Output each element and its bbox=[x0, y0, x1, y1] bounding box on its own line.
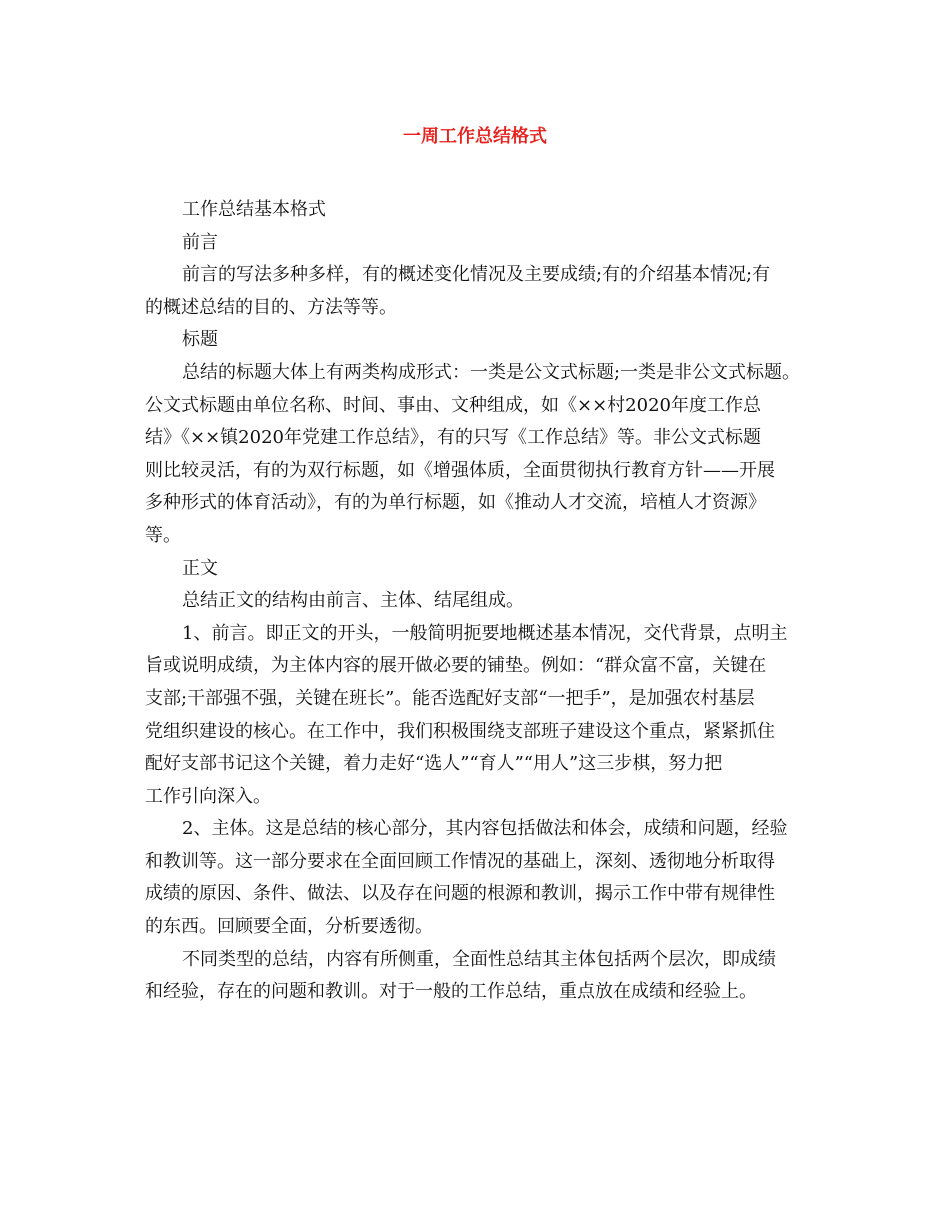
text-line: 前言 bbox=[182, 231, 218, 253]
text-line: 2、主体。这是总结的核心部分，其内容包括做法和体会，成绩和问题，经验 bbox=[182, 818, 788, 840]
text-line: 工作总结基本格式 bbox=[182, 199, 326, 220]
text-line: 前言的写法多种多样，有的概述变化情况及主要成绩;有的介绍基本情况;有 bbox=[182, 264, 771, 286]
text-line: 的东西。回顾要全面，分析要透彻。 bbox=[145, 916, 433, 938]
paragraph bbox=[145, 813, 805, 943]
paragraph bbox=[145, 618, 805, 814]
text-line: 旨或说明成绩，为主体内容的展开做必要的铺垫。例如：“群众富不富，关键在 bbox=[145, 655, 767, 677]
text-line: 1、前言。即正文的开头，一般简明扼要地概述基本情况，交代背景，点明主 bbox=[182, 622, 788, 644]
document-body bbox=[145, 194, 805, 1009]
text-line: 支部;干部强不强，关键在班长”。能否选配好支部“一把手”，是加强农村基层 bbox=[145, 687, 755, 709]
text-line: 则比较灵活，有的为双行标题，如《增强体质，全面贯彻执行教育方针——开展 bbox=[145, 459, 775, 481]
paragraph bbox=[145, 553, 805, 586]
text-line: 党组织建设的核心。在工作中，我们积极围绕支部班子建设这个重点，紧紧抓住 bbox=[145, 720, 775, 742]
text-line: 结》《××镇2020年党建工作总结》，有的只写《工作总结》等。非公文式标题 bbox=[145, 427, 761, 449]
text-line: 正文 bbox=[182, 557, 218, 579]
text-line: 总结正文的结构由前言、主体、结尾组成。 bbox=[182, 590, 524, 612]
text-line: 标题 bbox=[182, 329, 218, 351]
text-line: 多种形式的体育活动》，有的为单行标题，如《推动人才交流，培植人才资源》 bbox=[145, 492, 766, 514]
text-line: 成绩的原因、条件、做法、以及存在问题的根源和教训，揭示工作中带有规律性 bbox=[145, 883, 775, 905]
text-line: 的概述总结的目的、方法等等。 bbox=[145, 296, 397, 318]
paragraph bbox=[145, 227, 805, 260]
text-line: 和经验，存在的问题和教训。对于一般的工作总结，重点放在成绩和经验上。 bbox=[145, 981, 757, 1003]
paragraph bbox=[145, 194, 805, 227]
text-line: 总结的标题大体上有两类构成形式：一类是公文式标题;一类是非公文式标题。 bbox=[182, 361, 801, 383]
text-line: 和教训等。这一部分要求在全面回顾工作情况的基础上，深刻、透彻地分析取得 bbox=[145, 850, 775, 872]
paragraph bbox=[145, 944, 805, 1009]
paragraph bbox=[145, 357, 805, 553]
text-line: 等。 bbox=[145, 524, 181, 546]
text-line: 公文式标题由单位名称、时间、事由、文种组成，如《××村2020年度工作总 bbox=[145, 394, 761, 416]
text-line: 工作引向深入。 bbox=[145, 785, 271, 807]
text-line: 不同类型的总结，内容有所侧重，全面性总结其主体包括两个层次，即成绩 bbox=[182, 948, 776, 970]
paragraph bbox=[145, 324, 805, 357]
paragraph bbox=[145, 259, 805, 324]
document-title: 一周工作总结格式 bbox=[403, 126, 547, 147]
text-line: 配好支部书记这个关键，着力走好“选人”“育人”“用人”这三步棋，努力把 bbox=[145, 753, 723, 775]
paragraph bbox=[145, 585, 805, 618]
